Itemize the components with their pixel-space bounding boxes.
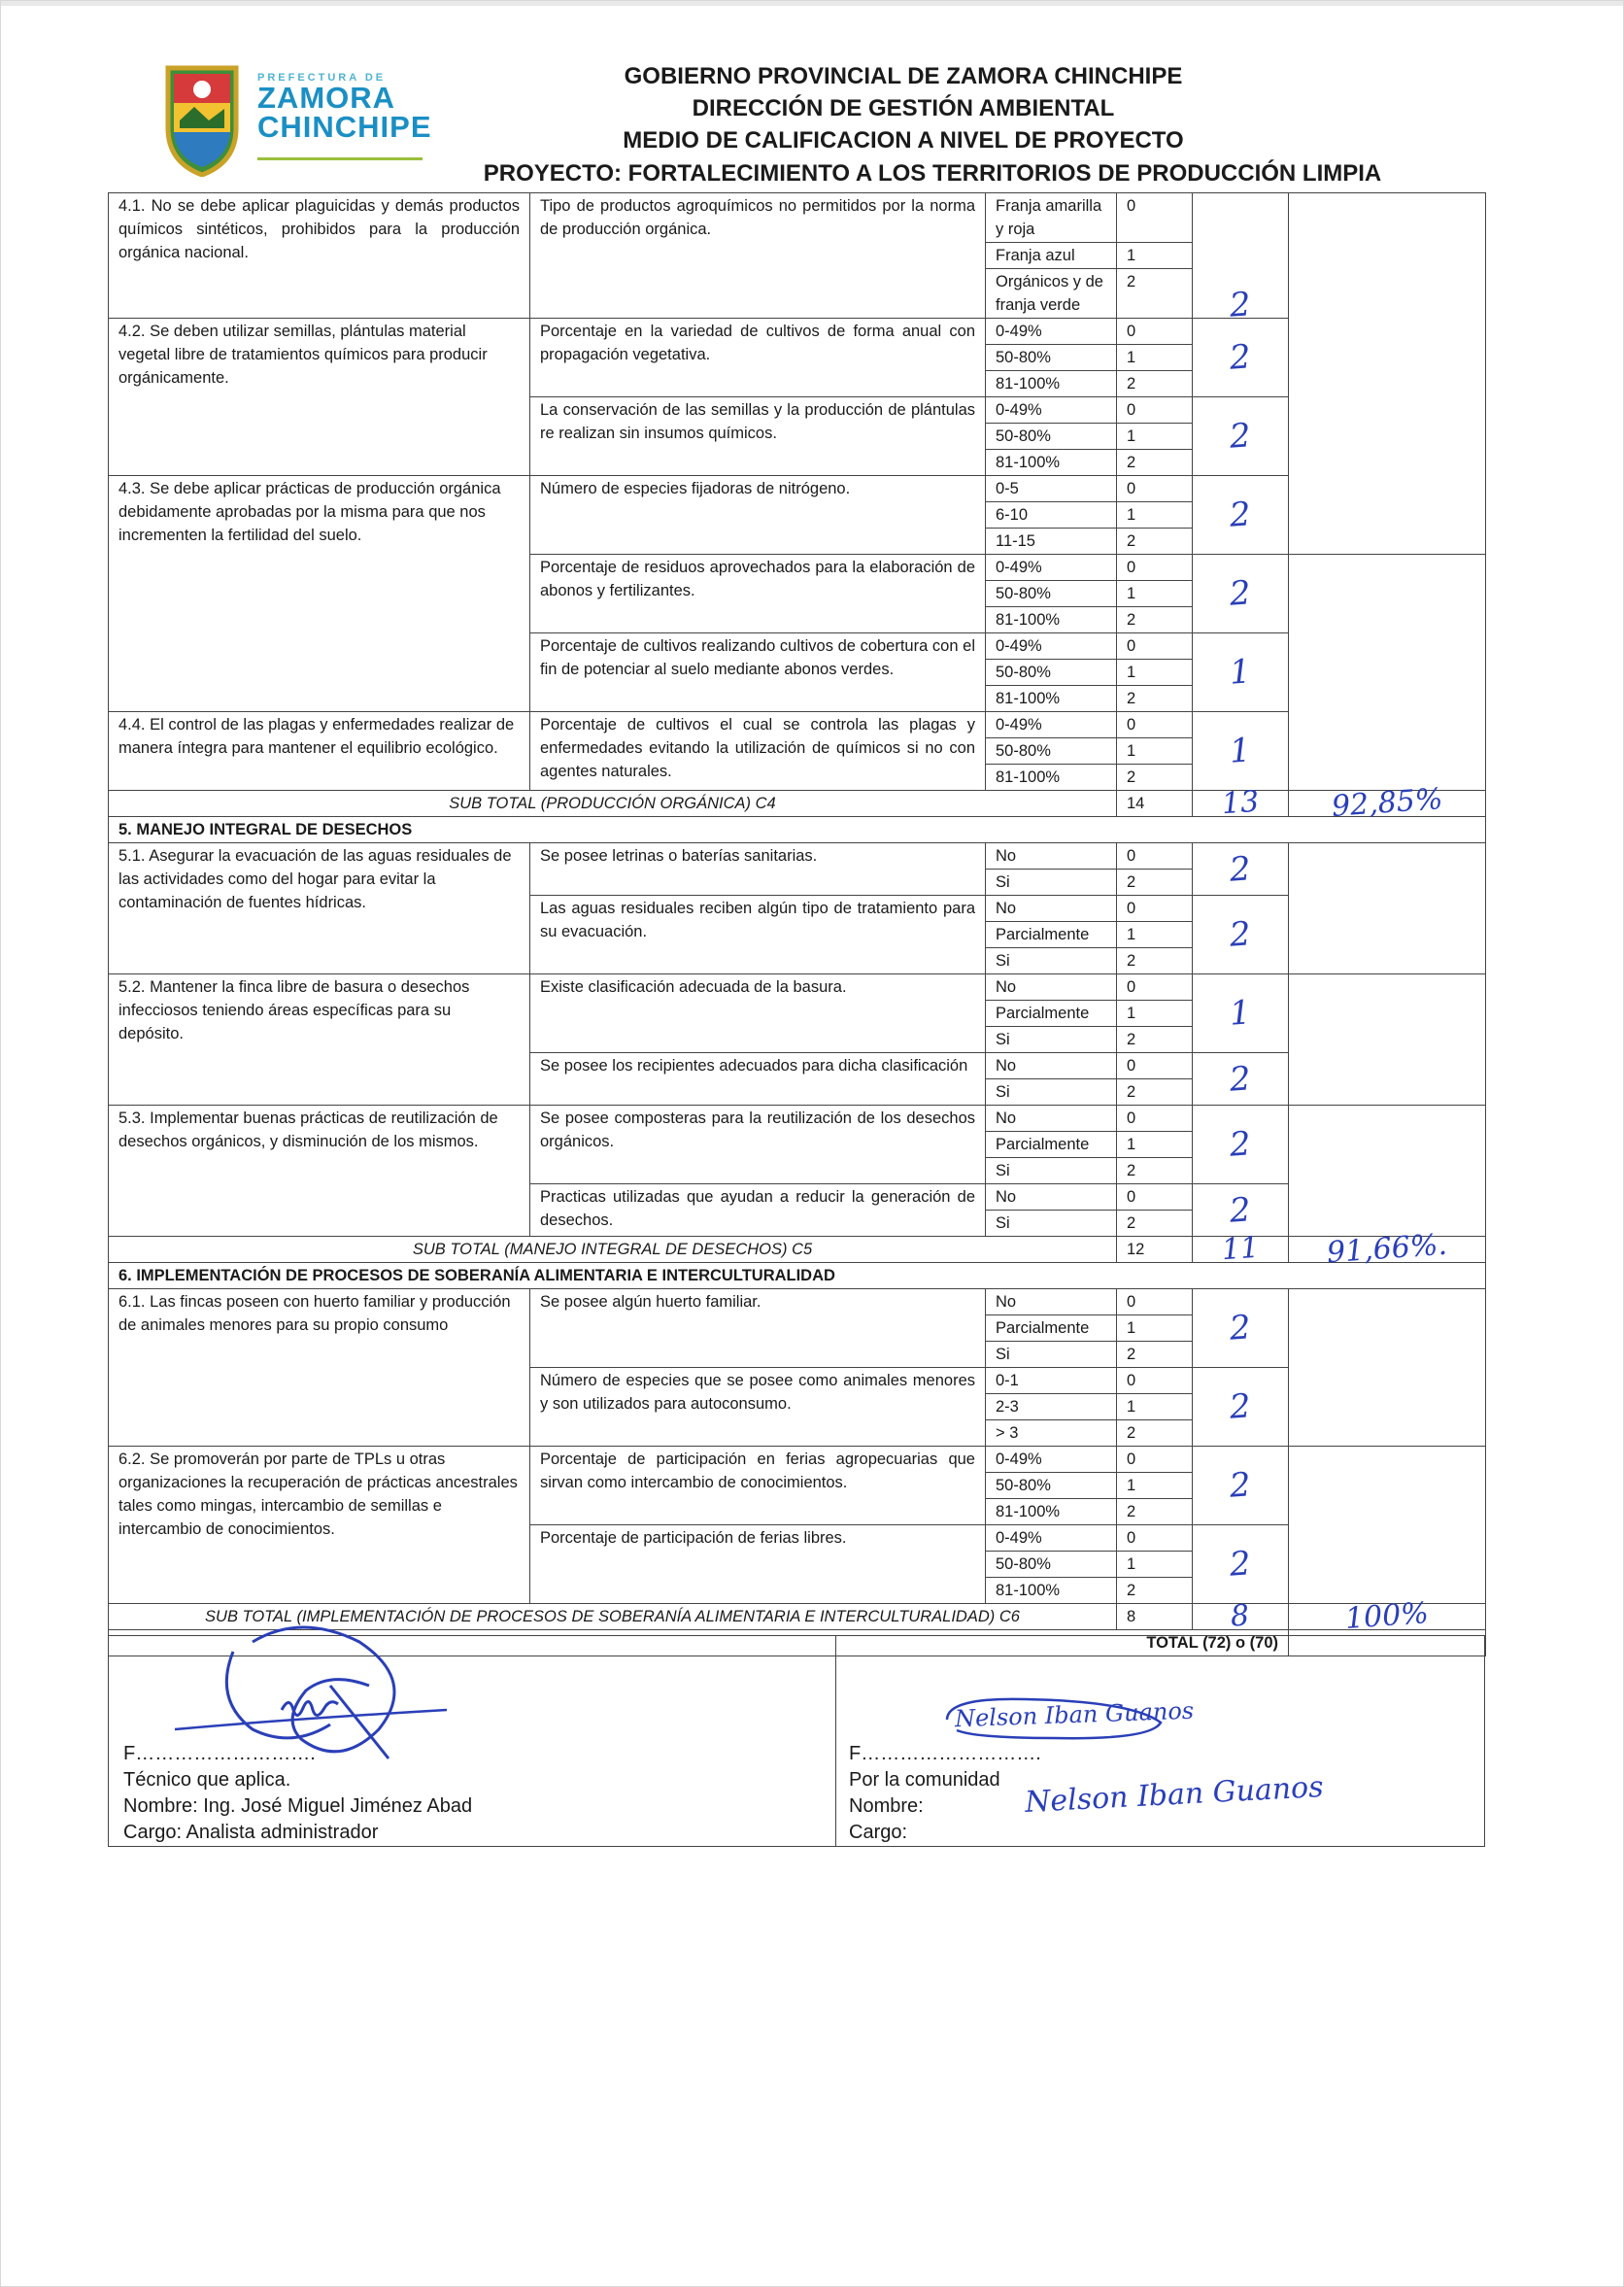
option: 50-80% xyxy=(986,424,1117,450)
score: 1 xyxy=(1117,738,1193,765)
indicator: Las aguas residuales reciben algún tipo de tratamiento para su evacuación. xyxy=(530,896,986,974)
criterion-5-1: 5.1. Asegurar la evacuación de las aguas residuales de las actividades como del hogar para evitar la contaminación de fuentes hídricas. xyxy=(109,843,530,974)
option: No xyxy=(986,843,1117,870)
subtotal-max: 12 xyxy=(1117,1237,1193,1263)
percentage-cell xyxy=(1289,1106,1486,1237)
option: 50-80% xyxy=(986,1552,1117,1578)
option: 0-49% xyxy=(986,555,1117,581)
scan-edge xyxy=(0,0,1624,6)
score: 0 xyxy=(1117,476,1193,502)
score: 2 xyxy=(1117,450,1193,476)
handwritten-score: 2 xyxy=(1193,319,1289,397)
header-line-1: GOBIERNO PROVINCIAL DE ZAMORA CHINCHIPE xyxy=(624,63,1183,89)
score: 1 xyxy=(1117,502,1193,529)
coat-of-arms-icon xyxy=(160,60,244,177)
option: Si xyxy=(986,870,1117,896)
score: 2 xyxy=(1117,607,1193,633)
indicator: Porcentaje en la variedad de cultivos de forma anual con propagación vegetativa. xyxy=(530,319,986,397)
score: 0 xyxy=(1117,1053,1193,1079)
table-row xyxy=(109,1106,1486,1132)
header-line-2: DIRECCIÓN DE GESTIÓN AMBIENTAL xyxy=(692,95,1115,121)
criterion-5-2: 5.2. Mantener la finca libre de basura o desechos infecciosos teniendo áreas específicas para su depósito. xyxy=(109,974,530,1106)
option: Si xyxy=(986,1158,1117,1184)
indicator: Porcentaje de cultivos el cual se controla las plagas y enfermedades evitando la utilización de químicos si no con agentes naturales. xyxy=(530,712,986,791)
table-row xyxy=(109,319,1486,345)
score: 1 xyxy=(1117,1132,1193,1158)
handwritten-score: 2 xyxy=(1193,476,1289,555)
percentage-cell xyxy=(1289,555,1486,791)
option: No xyxy=(986,974,1117,1001)
option: 81-100% xyxy=(986,1499,1117,1525)
subtotal-max: 14 xyxy=(1117,791,1193,817)
option: 0-49% xyxy=(986,712,1117,738)
score: 0 xyxy=(1117,1106,1193,1132)
score: 0 xyxy=(1117,974,1193,1001)
score: 2 xyxy=(1117,1079,1193,1106)
subtotal-max: 8 xyxy=(1117,1604,1193,1630)
score: 2 xyxy=(1117,529,1193,555)
handwritten-score: 2 xyxy=(1193,1053,1289,1106)
score: 2 xyxy=(1117,371,1193,397)
score: 0 xyxy=(1117,1447,1193,1473)
option: 0-49% xyxy=(986,1447,1117,1473)
handwritten-score: 2 xyxy=(1193,193,1289,319)
option: 0-49% xyxy=(986,397,1117,424)
logo-underline xyxy=(257,157,423,160)
criterion-4-4: 4.4. El control de las plagas y enfermedades realizar de manera íntegra para mantener el equilibrio ecológico. xyxy=(109,712,530,791)
score: 1 xyxy=(1117,424,1193,450)
option: 50-80% xyxy=(986,660,1117,686)
criterion-4-1: 4.1. No se debe aplicar plaguicidas y demás productos químicos sintéticos, prohibidos para la producción orgánica nacional. xyxy=(109,193,530,319)
criterion-4-3: 4.3. Se debe aplicar prácticas de producción orgánica debidamente aprobadas por la misma para que nos incrementen la fertilidad del suelo. xyxy=(109,476,530,712)
percentage-cell xyxy=(1289,843,1486,974)
score: 2 xyxy=(1117,870,1193,896)
score: 0 xyxy=(1117,1368,1193,1394)
option: 81-100% xyxy=(986,686,1117,712)
table-row xyxy=(109,193,1486,243)
score: 1 xyxy=(1117,1394,1193,1420)
logo-zamora: ZAMORA xyxy=(257,81,396,115)
indicator: La conservación de las semillas y la producción de plántulas re realizan sin insumos químicos. xyxy=(530,397,986,476)
subtotal-row xyxy=(109,791,1486,817)
option: 6-10 xyxy=(986,502,1117,529)
score: 2 xyxy=(1117,1499,1193,1525)
technician-signature xyxy=(136,1613,457,1778)
logo-caption: PREFECTURA DE xyxy=(257,72,387,84)
option: 2-3 xyxy=(986,1394,1117,1420)
indicator: Existe clasificación adecuada de la basura. xyxy=(530,974,986,1053)
logo-chinchipe: CHINCHIPE xyxy=(257,110,432,144)
score: 0 xyxy=(1117,193,1193,243)
score: 0 xyxy=(1117,397,1193,424)
technician-name: Nombre: Ing. José Miguel Jiménez Abad xyxy=(123,1795,473,1817)
score: 2 xyxy=(1117,765,1193,791)
indicator: Se posee composteras para la reutilización de los desechos orgánicos. xyxy=(530,1106,986,1184)
option: 0-49% xyxy=(986,319,1117,345)
option: 81-100% xyxy=(986,765,1117,791)
score: 0 xyxy=(1117,1184,1193,1211)
score: 2 xyxy=(1117,1420,1193,1447)
handwritten-score: 2 xyxy=(1193,1447,1289,1525)
option: 50-80% xyxy=(986,1473,1117,1499)
option: Parcialmente xyxy=(986,922,1117,948)
percentage-cell xyxy=(1289,193,1486,555)
percentage-cell xyxy=(1289,1289,1486,1447)
handwritten-score: 2 xyxy=(1193,1368,1289,1447)
score: 0 xyxy=(1117,555,1193,581)
subtotal-row xyxy=(109,1237,1486,1263)
table-row xyxy=(109,712,1486,738)
indicator: Tipo de productos agroquímicos no permitidos por la norma de producción orgánica. xyxy=(530,193,986,319)
handwritten-score: 1 xyxy=(1193,712,1289,791)
section-title-6: 6. IMPLEMENTACIÓN DE PROCESOS DE SOBERANÍA ALIMENTARIA E INTERCULTURALIDAD xyxy=(109,1263,1486,1289)
subtotal-handwritten: 11 xyxy=(1193,1237,1289,1263)
subtotal-handwritten: 8 xyxy=(1193,1604,1289,1630)
criterion-5-3: 5.3. Implementar buenas prácticas de reutilización de desechos orgánicos, y disminución de los mismos. xyxy=(109,1106,530,1237)
percentage-cell xyxy=(1289,1447,1486,1604)
option: Si xyxy=(986,948,1117,974)
score: 1 xyxy=(1117,345,1193,371)
score: 0 xyxy=(1117,843,1193,870)
subtotal-percentage: 100% xyxy=(1289,1604,1486,1630)
total-label: TOTAL (72) o (70) xyxy=(109,1630,1289,1656)
handwritten-score: 2 xyxy=(1193,843,1289,896)
table-row xyxy=(109,843,1486,870)
indicator: Porcentaje de cultivos realizando cultivos de cobertura con el fin de potenciar al suelo mediante abonos verdes. xyxy=(530,633,986,712)
signature-line: F………………………. xyxy=(849,1743,1041,1764)
table-row xyxy=(109,476,1486,502)
indicator: Número de especies fijadoras de nitrógeno. xyxy=(530,476,986,555)
option: 81-100% xyxy=(986,607,1117,633)
score: 0 xyxy=(1117,319,1193,345)
subtotal-percentage: 91,66%. xyxy=(1289,1237,1486,1263)
handwritten-score: 2 xyxy=(1193,1525,1289,1604)
score: 0 xyxy=(1117,1289,1193,1315)
table-row xyxy=(109,1289,1486,1315)
option: No xyxy=(986,1106,1117,1132)
score: 0 xyxy=(1117,1525,1193,1552)
option: 81-100% xyxy=(986,1578,1117,1604)
indicator: Porcentaje de participación en ferias agropecuarias que sirvan como intercambio de conocimientos. xyxy=(530,1447,986,1525)
indicator: Porcentaje de participación de ferias libres. xyxy=(530,1525,986,1604)
community-signature-block xyxy=(849,1741,1041,1846)
score: 2 xyxy=(1117,948,1193,974)
score: 1 xyxy=(1117,1552,1193,1578)
option: Franja amarilla y roja xyxy=(986,193,1117,243)
community-role: Por la comunidad xyxy=(849,1769,1000,1791)
community-name: Nombre: xyxy=(849,1795,924,1817)
indicator: Se posee los recipientes adecuados para dicha clasificación xyxy=(530,1053,986,1106)
score: 0 xyxy=(1117,712,1193,738)
indicator: Practicas utilizadas que ayudan a reducir la generación de desechos. xyxy=(530,1184,986,1237)
community-signature xyxy=(937,1695,1195,1744)
option: No xyxy=(986,1053,1117,1079)
option: Si xyxy=(986,1027,1117,1053)
score: 1 xyxy=(1117,243,1193,269)
option: 50-80% xyxy=(986,345,1117,371)
option: 11-15 xyxy=(986,529,1117,555)
subtotal-percentage: 92,85% xyxy=(1289,791,1486,817)
score: 1 xyxy=(1117,922,1193,948)
criterion-6-1: 6.1. Las fincas poseen con huerto familiar y producción de animales menores para su propio consumo xyxy=(109,1289,530,1447)
score: 2 xyxy=(1117,1027,1193,1053)
handwritten-score: 2 xyxy=(1193,1289,1289,1368)
handwritten-community-name: Nelson Iban Guanos xyxy=(1024,1769,1325,1821)
section-row xyxy=(109,817,1486,843)
score: 2 xyxy=(1117,686,1193,712)
option: > 3 xyxy=(986,1420,1117,1447)
handwritten-score: 1 xyxy=(1193,974,1289,1053)
score: 2 xyxy=(1117,1158,1193,1184)
indicator: Se posee algún huerto familiar. xyxy=(530,1289,986,1368)
handwritten-score: 2 xyxy=(1193,555,1289,633)
subtotal-handwritten: 13 xyxy=(1193,791,1289,817)
score: 0 xyxy=(1117,896,1193,922)
option: 0-49% xyxy=(986,1525,1117,1552)
criterion-4-2: 4.2. Se deben utilizar semillas, plántulas material vegetal libre de tratamientos químicos para producir orgánicamente. xyxy=(109,319,530,476)
header-line-3: MEDIO DE CALIFICACION A NIVEL DE PROYECTO xyxy=(623,127,1184,154)
option: 81-100% xyxy=(986,450,1117,476)
table-row xyxy=(109,974,1486,1001)
signature-divider xyxy=(835,1636,836,1846)
score: 1 xyxy=(1117,660,1193,686)
option: No xyxy=(986,1289,1117,1315)
handwritten-score: 2 xyxy=(1193,896,1289,974)
option: 0-49% xyxy=(986,633,1117,660)
score: 2 xyxy=(1117,1342,1193,1368)
handwritten-score: 1 xyxy=(1193,633,1289,712)
community-signature-text: Nelson Iban Guanos xyxy=(954,1696,1195,1733)
option: Franja azul xyxy=(986,243,1117,269)
score: 1 xyxy=(1117,1001,1193,1027)
score: 2 xyxy=(1117,269,1193,319)
option: Parcialmente xyxy=(986,1132,1117,1158)
score: 0 xyxy=(1117,633,1193,660)
section-title-5: 5. MANEJO INTEGRAL DE DESECHOS xyxy=(109,817,1486,843)
score: 1 xyxy=(1117,1473,1193,1499)
score: 1 xyxy=(1117,1315,1193,1342)
handwritten-score: 2 xyxy=(1193,397,1289,476)
option: Si xyxy=(986,1342,1117,1368)
score: 2 xyxy=(1117,1211,1193,1237)
subtotal-label: SUB TOTAL (IMPLEMENTACIÓN DE PROCESOS DE SOBERANÍA ALIMENTARIA E INTERCULTURALIDAD) C6 xyxy=(109,1604,1117,1630)
community-cargo: Cargo: xyxy=(849,1822,908,1843)
option: Orgánicos y de franja verde xyxy=(986,269,1117,319)
technician-role: Técnico que aplica. xyxy=(123,1769,291,1791)
option: 50-80% xyxy=(986,581,1117,607)
technician-cargo: Cargo: Analista administrador xyxy=(123,1822,379,1843)
percentage-cell xyxy=(1289,974,1486,1106)
score: 1 xyxy=(1117,581,1193,607)
handwritten-score: 2 xyxy=(1193,1184,1289,1237)
project-title: PROYECTO: FORTALECIMIENTO A LOS TERRITORIOS DE PRODUCCIÓN LIMPIA xyxy=(483,160,1382,187)
option: 0-5 xyxy=(986,476,1117,502)
option: 0-1 xyxy=(986,1368,1117,1394)
subtotal-label: SUB TOTAL (MANEJO INTEGRAL DE DESECHOS) C5 xyxy=(109,1237,1117,1263)
option: Si xyxy=(986,1211,1117,1237)
signature-line: F………………………. xyxy=(123,1743,316,1764)
criterion-6-2: 6.2. Se promoverán por parte de TPLs u otras organizaciones la recuperación de prácticas ancestrales tales como mingas, intercambio de semillas e intercambio de conocimientos. xyxy=(109,1447,530,1604)
option: Parcialmente xyxy=(986,1001,1117,1027)
option: No xyxy=(986,896,1117,922)
option: No xyxy=(986,1184,1117,1211)
handwritten-score: 2 xyxy=(1193,1106,1289,1184)
option: Parcialmente xyxy=(986,1315,1117,1342)
indicator: Se posee letrinas o baterías sanitarias. xyxy=(530,843,986,896)
option: 50-80% xyxy=(986,738,1117,765)
evaluation-table xyxy=(108,192,1486,1656)
section-row xyxy=(109,1263,1486,1289)
indicator: Porcentaje de residuos aprovechados para la elaboración de abonos y fertilizantes. xyxy=(530,555,986,633)
indicator: Número de especies que se posee como animales menores y son utilizados para autoconsumo. xyxy=(530,1368,986,1447)
table-row xyxy=(109,1447,1486,1473)
option: 81-100% xyxy=(986,371,1117,397)
document-header xyxy=(369,60,1438,156)
option: Si xyxy=(986,1079,1117,1106)
score: 2 xyxy=(1117,1578,1193,1604)
subtotal-label: SUB TOTAL (PRODUCCIÓN ORGÁNICA) C4 xyxy=(109,791,1117,817)
